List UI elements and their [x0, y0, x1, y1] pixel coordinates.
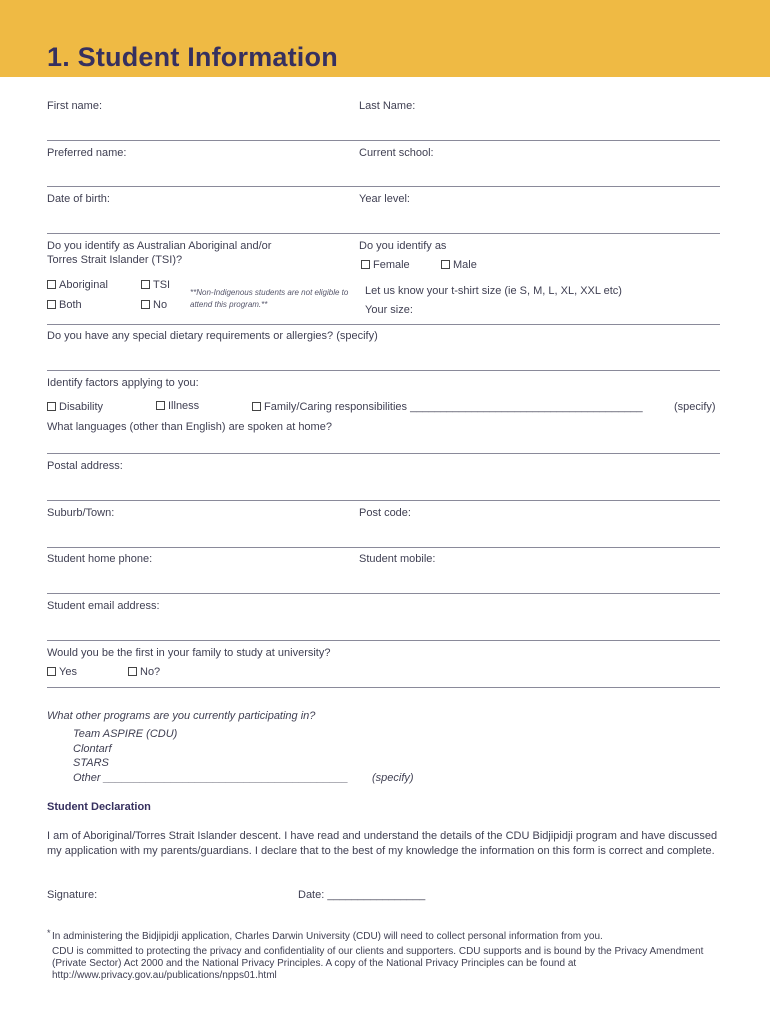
identify-question-1: Do you identify as Australian Aboriginal and/or: [47, 240, 272, 252]
factors-question: Identify factors applying to you:: [47, 377, 199, 389]
postal-label: Postal address:: [47, 460, 123, 472]
privacy-asterisk: *: [47, 928, 51, 938]
gender-question: Do you identify as: [359, 240, 447, 252]
program-other: Other ________________________________________: [73, 772, 349, 784]
program-item: STARS: [73, 757, 109, 769]
aboriginal-option[interactable]: [47, 279, 108, 291]
yes-label: Yes: [59, 666, 77, 678]
mobile-label: Student mobile:: [359, 553, 436, 565]
year-level-label: Year level:: [359, 193, 410, 205]
illness-checkbox[interactable]: [156, 401, 165, 410]
factors-specify: (specify): [674, 401, 716, 413]
both-checkbox[interactable]: [47, 300, 56, 309]
privacy-line-2: CDU is committed to protecting the privacy and confidentiality of our clients and supporters. CDU supports and is bound by the Privacy Amendment (Private Sector) Act 2000 and the National Privacy Principles. A copy of the National Privacy Principles can be found at http://www.privacy.gov.au/publications/npps01.html: [52, 946, 704, 981]
tsi-checkbox[interactable]: [141, 280, 150, 289]
privacy-line-1: In administering the Bidjipidji application, Charles Darwin University (CDU) will need to collect personal information from you.: [52, 931, 603, 942]
dob-label: Date of birth:: [47, 193, 110, 205]
family-checkbox[interactable]: [252, 402, 261, 411]
family-label: Family/Caring responsibilities ______________________________________: [264, 401, 643, 413]
program-specify: (specify): [372, 772, 414, 784]
no-first-option[interactable]: [128, 666, 160, 678]
first-family-line: [47, 687, 720, 688]
illness-option[interactable]: [156, 400, 199, 412]
preferred-name-label: Preferred name:: [47, 147, 127, 159]
disability-option[interactable]: [47, 401, 103, 413]
first-name-label: First name:: [47, 100, 103, 112]
no-first-checkbox[interactable]: [128, 667, 137, 676]
dietary-line[interactable]: [47, 370, 720, 371]
signature-label: Signature:: [47, 889, 98, 901]
no-option[interactable]: [141, 299, 167, 311]
program-item: Clontarf: [73, 743, 112, 755]
date-label: Date: ________________: [298, 889, 426, 901]
page-title: 1. Student Information: [47, 42, 338, 72]
email-label: Student email address:: [47, 600, 160, 612]
disability-label: Disability: [59, 401, 104, 413]
no-first-label: No?: [140, 666, 161, 678]
male-checkbox[interactable]: [441, 260, 450, 269]
yes-option[interactable]: [47, 666, 77, 678]
eligibility-note: **Non-Indigenous students are not eligible to attend this program.**: [190, 288, 349, 309]
family-option[interactable]: [252, 401, 643, 413]
aboriginal-checkbox[interactable]: [47, 280, 56, 289]
dietary-question: Do you have any special dietary requirements or allergies? (specify): [47, 330, 378, 342]
languages-question: What languages (other than English) are spoken at home?: [47, 421, 332, 433]
postcode-label: Post code:: [359, 507, 411, 519]
illness-label: Illness: [168, 400, 200, 412]
programs-question: What other programs are you currently participating in?: [47, 710, 316, 722]
tshirt-size-label: Your size:: [365, 304, 413, 316]
tsi-label: TSI: [153, 279, 171, 291]
last-name-label: Last Name:: [359, 100, 416, 112]
disability-checkbox[interactable]: [47, 402, 56, 411]
aboriginal-label: Aboriginal: [59, 279, 108, 291]
first-name-line[interactable]: [47, 140, 720, 141]
preferred-name-line[interactable]: [47, 186, 720, 187]
home-phone-label: Student home phone:: [47, 553, 153, 565]
program-item: Team ASPIRE (CDU): [73, 728, 178, 740]
suburb-label: Suburb/Town:: [47, 507, 115, 519]
declaration-text: I am of Aboriginal/Torres Strait Islander descent. I have read and understand the details of the CDU Bidjipidji program and have discussed my application with my parents/guardians. I declare that to the best of my knowledge the information on this form is correct and complete.: [47, 830, 718, 857]
no-checkbox[interactable]: [141, 300, 150, 309]
current-school-label: Current school:: [359, 147, 434, 159]
identify-section-line: [47, 324, 720, 325]
declaration-heading: Student Declaration: [47, 801, 151, 813]
dob-line[interactable]: [47, 233, 720, 234]
identify-question-2: Torres Strait Islander (TSI)?: [47, 254, 183, 266]
both-option[interactable]: [47, 299, 82, 311]
postal-line[interactable]: [47, 500, 720, 501]
tshirt-question: Let us know your t-shirt size (ie S, M, L, XL, XXL etc): [365, 285, 622, 297]
first-family-question: Would you be the first in your family to study at university?: [47, 647, 331, 659]
male-label: Male: [453, 259, 477, 271]
both-label: Both: [59, 299, 82, 311]
header-banner: [0, 0, 770, 77]
male-option[interactable]: [441, 259, 477, 271]
female-label: Female: [373, 259, 410, 271]
phone-line[interactable]: [47, 593, 720, 594]
email-line[interactable]: [47, 640, 720, 641]
female-option[interactable]: [361, 259, 410, 271]
yes-checkbox[interactable]: [47, 667, 56, 676]
tsi-option[interactable]: [141, 279, 170, 291]
suburb-line[interactable]: [47, 547, 720, 548]
female-checkbox[interactable]: [361, 260, 370, 269]
no-label: No: [153, 299, 168, 311]
languages-line[interactable]: [47, 453, 720, 454]
